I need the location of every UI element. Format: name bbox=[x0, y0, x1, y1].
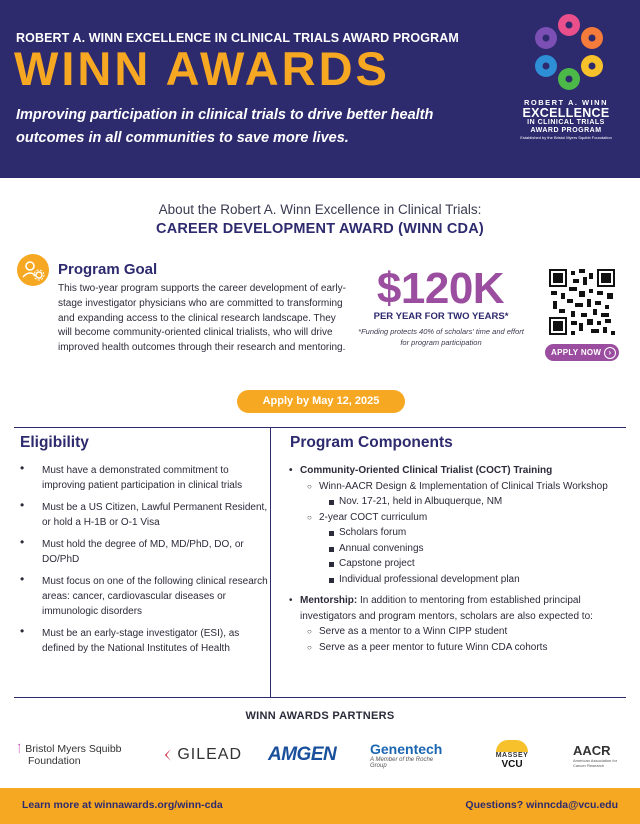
bms-line-2: Foundation bbox=[28, 755, 81, 767]
list-item: Individual professional development plan bbox=[288, 572, 633, 588]
footer bbox=[0, 788, 640, 824]
massey-name: MASSEY bbox=[495, 752, 529, 759]
arrow-right-icon: › bbox=[604, 347, 616, 359]
list-item: • Must be an early-stage investigator (ESI), as defined by the National Institutes of Health bbox=[20, 626, 268, 656]
components-title: Program Components bbox=[290, 434, 453, 451]
goal-title: Program Goal bbox=[58, 261, 158, 278]
goal-description: This two-year program supports the career development of early-stage investigator physicians who are committed to transforming and expanding access to the clinical research landscape. They will become community-oriented clinical trialists, who will drive improved health outcomes through their research and mentoring. bbox=[58, 283, 346, 354]
components-list bbox=[288, 463, 633, 655]
about-heading: About the Robert A. Winn Excellence in Clinical Trials: bbox=[158, 202, 482, 217]
bms-mark-icon: ᛙ bbox=[16, 743, 23, 755]
list-item: • Must hold the degree of MD, MD/PhD, DO, or DO/PhD bbox=[20, 537, 268, 567]
header-banner bbox=[0, 0, 640, 178]
tagline: Improving participation in clinical trials to drive better health outcomes in all communities to save more lives. bbox=[16, 107, 434, 146]
workshop-item: ○ Winn-AACR Design & Implementation of Clinical Trials Workshop bbox=[288, 479, 633, 495]
list-item: • Must have a demonstrated commitment to improving patient participation in clinical trials bbox=[20, 463, 268, 493]
eligibility-title: Eligibility bbox=[20, 434, 89, 451]
sun-icon bbox=[496, 740, 528, 752]
winn-logo-icon bbox=[524, 12, 614, 92]
mentorship-text: In addition to mentoring from established principal investigators and program mentors, scholars are also expected to: bbox=[300, 595, 593, 622]
coct-training: • Community-Oriented Clinical Trialist (COCT) Training bbox=[288, 463, 633, 479]
partners-title: WINN AWARDS PARTNERS bbox=[245, 710, 395, 722]
list-item: Capstone project bbox=[288, 556, 633, 572]
award-name: CAREER DEVELOPMENT AWARD (WINN CDA) bbox=[156, 221, 484, 237]
logo-line-3: IN CLINICAL TRIALS bbox=[527, 119, 605, 126]
aacr-name: AACR bbox=[573, 742, 611, 758]
gilead-mark-icon bbox=[162, 745, 172, 765]
logo-line-1: ROBERT A. WINN bbox=[523, 98, 609, 107]
eligibility-list bbox=[20, 463, 268, 663]
list-item: • Must focus on one of the following clinical research areas: cancer, cardiovascular diseases or immunologic disorders bbox=[20, 574, 268, 619]
bms-line-1: Bristol Myers Squibb bbox=[25, 743, 122, 755]
amgen-logo: AMGEN bbox=[268, 744, 337, 765]
apply-now-button[interactable] bbox=[545, 344, 619, 361]
logo-line-4: AWARD PROGRAM bbox=[530, 127, 602, 134]
funding-amount: $120K bbox=[376, 264, 505, 313]
gilead-logo bbox=[162, 734, 242, 776]
aacr-sub: American Association for Cancer Research bbox=[573, 757, 618, 768]
bms-logo bbox=[16, 734, 146, 776]
divider-top bbox=[14, 427, 626, 428]
logo-line-5: Established by the Bristol Myers Squibb Foundation bbox=[520, 135, 612, 140]
qr-code-icon[interactable] bbox=[549, 269, 615, 335]
genentech-name: Genentech bbox=[370, 741, 443, 757]
list-item: ○ Serve as a mentor to a Winn CIPP student bbox=[288, 624, 633, 640]
list-item: • Must be a US Citizen, Lawful Permanent Resident, or hold a H-1B or O-1 Visa bbox=[20, 500, 268, 530]
genentech-logo bbox=[370, 734, 450, 776]
divider-bottom bbox=[14, 697, 626, 698]
list-item: ○ Serve as a peer mentor to future Winn CDA cohorts bbox=[288, 640, 633, 656]
list-item: Annual convenings bbox=[288, 541, 633, 557]
learn-more-link[interactable]: Learn more at winnawards.org/winn-cda bbox=[22, 799, 223, 811]
bms-name bbox=[16, 743, 146, 755]
list-item: Scholars forum bbox=[288, 525, 633, 541]
mentorship-item bbox=[288, 593, 633, 624]
workshop-date: Nov. 17-21, held in Albuquerque, NM bbox=[288, 494, 633, 510]
column-divider bbox=[270, 427, 271, 697]
person-gear-icon bbox=[17, 254, 49, 286]
gilead-name: GILEAD bbox=[177, 746, 242, 763]
logo-wordmark bbox=[506, 98, 626, 141]
logo-line-2: EXCELLENCE bbox=[522, 106, 610, 120]
contact-email-link[interactable]: Questions? winncda@vcu.edu bbox=[465, 799, 618, 811]
curriculum-item: ○ 2-year COCT curriculum bbox=[288, 510, 633, 526]
funding-note: *Funding protects 40% of scholars' time and effort for program participation bbox=[358, 327, 524, 347]
massey-vcu-logo bbox=[487, 734, 537, 776]
genentech-sub: A Member of the Roche Group bbox=[370, 757, 434, 769]
vcu-name: VCU bbox=[501, 759, 523, 770]
aacr-logo bbox=[573, 734, 629, 776]
program-name: ROBERT A. WINN EXCELLENCE IN CLINICAL TRIALS AWARD PROGRAM bbox=[16, 31, 459, 45]
mentorship-label: Mentorship: bbox=[300, 595, 358, 606]
apply-deadline-badge: Apply by May 12, 2025 bbox=[237, 390, 405, 413]
apply-now-label: APPLY NOW bbox=[551, 348, 602, 357]
page-title: WINN AWARDS bbox=[14, 42, 390, 95]
funding-period: PER YEAR FOR TWO YEARS* bbox=[373, 311, 509, 322]
